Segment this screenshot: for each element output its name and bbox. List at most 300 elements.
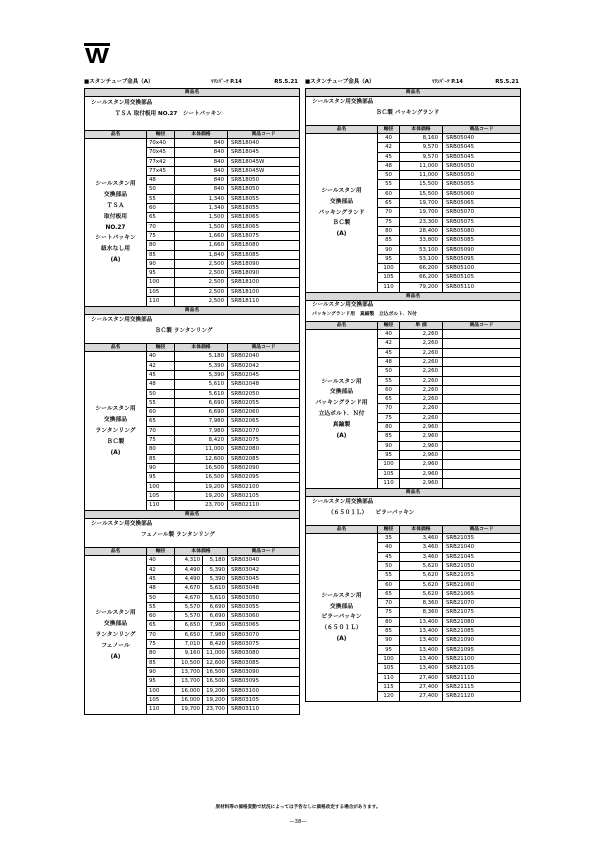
product-code-cell: SRB18055 xyxy=(231,205,260,212)
price-cell: 2,260 xyxy=(400,395,443,403)
section-description xyxy=(85,97,299,131)
price-cell: 23,700 xyxy=(175,501,228,510)
product-code-cell: SRB03075 xyxy=(231,641,260,648)
price-cell: 7,980 xyxy=(203,621,228,629)
desc-line: シールスタン用交換部品 xyxy=(312,99,374,105)
product-code-cell: SRB21035 xyxy=(446,535,475,542)
table-row xyxy=(378,153,520,162)
price-cell: 1,340 xyxy=(175,195,228,203)
shaft-size-cell: 50 xyxy=(147,594,175,602)
table-row xyxy=(147,390,299,399)
col-code-header: 商品コード xyxy=(469,127,494,132)
product-code-cell: SRB03055 xyxy=(231,603,260,610)
product-code-cell xyxy=(443,339,520,347)
product-label-line: シールスタン用 xyxy=(95,610,136,617)
price-cell: 15,500 xyxy=(400,190,443,198)
product-code-cell: SRB18055 xyxy=(231,195,260,202)
product-code-cell: SRB03040 xyxy=(231,557,260,564)
table-row xyxy=(378,162,520,171)
col-label-header: 品名 xyxy=(306,322,378,329)
old-price-cell: 5,570 xyxy=(175,603,203,611)
table-row xyxy=(378,404,520,413)
product-code-cell xyxy=(443,367,520,375)
product-code-cell: SRB03080 xyxy=(231,650,260,657)
shaft-size-cell: 45 xyxy=(378,553,400,561)
table-row xyxy=(378,395,520,404)
product-code-cell: SRB02050 xyxy=(231,390,260,397)
table-row xyxy=(147,260,299,269)
product-code-cell xyxy=(443,451,520,459)
price-cell: 5,620 xyxy=(400,590,443,598)
price-cell: 3,460 xyxy=(400,553,443,561)
price-cell: 19,200 xyxy=(203,696,228,704)
product-code-cell xyxy=(443,423,520,431)
col-unit-header: 単 価 xyxy=(400,322,443,329)
shaft-size-cell: 80 xyxy=(378,227,400,235)
shaft-size-cell: 50 xyxy=(378,171,400,179)
price-cell: 6,690 xyxy=(175,399,228,407)
col-price-header: 本体価格 xyxy=(400,526,443,533)
product-code-cell: SRB02045 xyxy=(231,371,260,378)
table-row xyxy=(147,241,299,250)
shaft-size-cell: 90 xyxy=(147,668,175,676)
shaft-size-cell: 55 xyxy=(378,571,400,579)
product-code-cell: SRB21115 xyxy=(446,683,475,690)
product-code-cell: SRB05105 xyxy=(446,274,475,281)
shaft-size-cell: 40 xyxy=(378,134,400,142)
product-code-cell: SRB05080 xyxy=(446,227,475,234)
price-cell: 1,660 xyxy=(175,232,228,240)
shaft-size-cell: 105 xyxy=(378,470,400,478)
col-price-header: 本体価格 xyxy=(400,126,443,133)
product-label-line: NO.27 xyxy=(105,224,126,231)
table-row xyxy=(147,427,299,436)
shaft-size-cell: 70 xyxy=(147,427,175,435)
table-row xyxy=(147,566,299,575)
table-row xyxy=(378,581,520,590)
product-label-line: (A) xyxy=(336,231,347,238)
shaft-size-cell: 70 xyxy=(147,223,175,231)
product-code-cell: SRB05065 xyxy=(446,200,475,207)
col-code-header: 商品コード xyxy=(251,549,276,555)
table-row xyxy=(378,618,520,627)
product-label-line: 交換部品 xyxy=(329,389,354,396)
product-code-cell: SRB05050 xyxy=(446,172,475,179)
shaft-size-cell: 100 xyxy=(147,278,175,286)
old-price-cell: 4,310 xyxy=(175,556,203,564)
price-cell: 11,000 xyxy=(400,171,443,179)
shaft-size-cell: 45 xyxy=(147,371,175,379)
price-cell: 33,800 xyxy=(400,236,443,244)
table-row xyxy=(378,180,520,189)
shaft-size-cell: 50 xyxy=(147,390,175,398)
price-cell: 3,460 xyxy=(400,534,443,542)
shaft-size-cell: 75 xyxy=(378,414,400,422)
desc-line: シールスタン用交換部品 xyxy=(312,499,374,506)
product-code-cell: SRB05055 xyxy=(446,181,475,188)
table-row xyxy=(378,451,520,460)
table-row xyxy=(378,143,520,152)
price-table xyxy=(306,534,520,702)
product-label-line: シールスタン用 xyxy=(321,592,362,599)
price-cell: 5,180 xyxy=(203,556,228,564)
table-row xyxy=(147,445,299,454)
product-code-cell xyxy=(443,358,520,366)
table-row xyxy=(378,208,520,217)
table-row xyxy=(378,377,520,386)
price-cell: 2,960 xyxy=(400,470,443,478)
product-code-cell: SRB21065 xyxy=(446,590,475,597)
shaft-size-cell: 35 xyxy=(378,534,400,542)
table-row xyxy=(378,432,520,441)
price-cell: 2,960 xyxy=(400,460,443,468)
price-cell: 11,000 xyxy=(203,649,228,657)
table-row xyxy=(378,608,520,617)
product-code-cell: SRB21050 xyxy=(446,562,475,569)
col-size-header: 軸径 xyxy=(147,548,175,555)
shaft-size-cell: 90 xyxy=(147,464,175,472)
table-row xyxy=(147,417,299,426)
product-code-cell: SRB18100 xyxy=(231,288,260,295)
section-description xyxy=(85,519,299,548)
table-row xyxy=(378,190,520,199)
price-cell: 8,360 xyxy=(400,608,443,616)
table-row xyxy=(147,483,299,492)
product-code-cell: SRB21120 xyxy=(446,693,475,700)
price-cell: 2,960 xyxy=(400,442,443,450)
shaft-size-cell: 90 xyxy=(378,442,400,450)
shaft-size-cell: 95 xyxy=(378,255,400,263)
table-row xyxy=(378,255,520,264)
table-row xyxy=(378,683,520,692)
product-label-line: 交換部品 xyxy=(103,192,128,199)
old-price-cell: 4,490 xyxy=(175,575,203,583)
price-cell: 15,500 xyxy=(400,180,443,188)
product-code-cell: SRB05045 xyxy=(446,144,475,151)
price-cell: 11,000 xyxy=(175,445,228,453)
table-row xyxy=(378,470,520,479)
product-code-cell: SRB18080 xyxy=(231,242,260,249)
product-label-line: シールスタン用 xyxy=(95,406,136,413)
product-code-cell: SRB03060 xyxy=(231,613,260,620)
shaft-size-cell: 70 xyxy=(378,599,400,607)
table-rows xyxy=(378,534,520,701)
shaft-size-cell: 90 xyxy=(147,260,175,268)
shaft-size-cell: 70 xyxy=(378,404,400,412)
desc-line: ＢＣ製 パッキングランド xyxy=(376,110,440,116)
shaft-size-cell: 65 xyxy=(147,621,175,629)
shaft-size-cell: 70x40 xyxy=(147,139,175,147)
desc-line: シールスタン用交換部品 xyxy=(91,100,153,106)
col-size-header: 軸径 xyxy=(378,126,400,133)
table-row xyxy=(378,414,520,423)
old-price-cell: 5,570 xyxy=(175,612,203,620)
product-label-line: 交換部品 xyxy=(329,603,354,610)
table-row xyxy=(147,408,299,417)
table-row xyxy=(378,218,520,227)
price-cell: 12,600 xyxy=(203,659,228,667)
col-label-header: 品名 xyxy=(85,344,147,351)
column-header-band xyxy=(85,131,299,139)
product-code-cell: SRB02042 xyxy=(231,362,260,369)
price-cell: 9,570 xyxy=(400,153,443,161)
price-cell: 2,960 xyxy=(400,479,443,488)
col-label-header: 品名 xyxy=(306,126,378,133)
price-cell: 8,160 xyxy=(400,134,443,142)
shaft-size-cell: 60 xyxy=(147,204,175,212)
shaft-size-cell: 45 xyxy=(147,575,175,583)
old-price-cell: 4,490 xyxy=(175,566,203,574)
product-name-band: 商品名 xyxy=(85,307,299,315)
product-code-cell: SRB02110 xyxy=(231,502,260,509)
price-cell: 28,400 xyxy=(400,227,443,235)
price-cell: 19,700 xyxy=(400,199,443,207)
product-code-cell xyxy=(443,460,520,468)
company-logo xyxy=(84,43,110,64)
col-code-header: 商品コード xyxy=(251,345,276,351)
product-label-line: フェノール xyxy=(101,642,130,649)
table-row xyxy=(147,473,299,482)
shaft-size-cell: 50 xyxy=(147,185,175,193)
price-cell: 23,300 xyxy=(400,218,443,226)
price-cell: 2,960 xyxy=(400,432,443,440)
section-description xyxy=(306,497,520,526)
price-table xyxy=(85,556,299,715)
shaft-size-cell: 40 xyxy=(147,352,175,360)
product-label-line: シートパッキン xyxy=(95,235,136,242)
table-row xyxy=(378,627,520,636)
price-cell: 13,400 xyxy=(400,627,443,635)
shaft-size-cell: 85 xyxy=(147,659,175,667)
price-cell: 840 xyxy=(175,148,228,156)
header-title: ■スタンチューブ金具（A） xyxy=(84,79,154,85)
product-code-cell: SRB21060 xyxy=(446,581,475,588)
product-code-cell xyxy=(443,404,520,412)
table-row xyxy=(147,251,299,260)
table-row xyxy=(378,692,520,701)
price-cell: 1,660 xyxy=(175,241,228,249)
page-number: —38— xyxy=(289,819,307,825)
product-code-cell: SRB21070 xyxy=(446,600,475,607)
price-cell: 5,610 xyxy=(175,380,228,388)
shaft-size-cell: 85 xyxy=(378,627,400,635)
old-price-cell: 13,700 xyxy=(175,668,203,676)
table-row xyxy=(147,269,299,278)
price-cell: 1,500 xyxy=(175,213,228,221)
product-code-cell: SRB03110 xyxy=(231,706,260,713)
table-row xyxy=(147,631,299,640)
product-label-line: 紐水なし用 xyxy=(101,246,130,253)
price-cell: 11,000 xyxy=(400,162,443,170)
price-cell: 2,260 xyxy=(400,367,443,375)
shaft-size-cell: 80 xyxy=(147,649,175,657)
table-row xyxy=(378,273,520,282)
table-row xyxy=(147,399,299,408)
shaft-size-cell: 55 xyxy=(147,399,175,407)
price-cell: 1,340 xyxy=(175,204,228,212)
product-label xyxy=(85,139,147,306)
old-price-cell: 4,670 xyxy=(175,594,203,602)
price-cell: 19,200 xyxy=(203,687,228,695)
price-table xyxy=(85,352,299,511)
product-code-cell: SRB03090 xyxy=(231,668,260,675)
product-code-cell xyxy=(443,395,520,403)
table-row xyxy=(147,213,299,222)
shaft-size-cell: 55 xyxy=(147,603,175,611)
product-label-line: シールスタン用 xyxy=(321,188,362,195)
table-row xyxy=(147,556,299,565)
table-row xyxy=(378,367,520,376)
section-description xyxy=(306,97,520,126)
shaft-size-cell: 105 xyxy=(378,273,400,281)
col-size-header: 軸径 xyxy=(147,344,175,351)
product-code-cell: SRB03065 xyxy=(231,622,260,629)
old-price-cell: 4,670 xyxy=(175,584,203,592)
table-row xyxy=(147,464,299,473)
table-row xyxy=(378,460,520,469)
product-code-cell: SRB02105 xyxy=(231,492,260,499)
desc-line: シールスタン用交換部品 xyxy=(91,317,153,324)
price-cell: 2,500 xyxy=(175,260,228,268)
price-cell: 16,500 xyxy=(175,464,228,472)
product-label xyxy=(85,556,147,714)
table-row xyxy=(147,696,299,705)
shaft-size-cell: 65 xyxy=(147,417,175,425)
price-cell: 840 xyxy=(175,139,228,147)
table-row xyxy=(378,534,520,543)
shaft-size-cell: 50 xyxy=(378,367,400,375)
price-cell: 2,500 xyxy=(175,269,228,277)
shaft-size-cell: 110 xyxy=(378,479,400,488)
shaft-size-cell: 80 xyxy=(147,445,175,453)
col-price-header: 本体価格 xyxy=(175,344,228,351)
price-cell: 79,200 xyxy=(400,283,443,292)
column-header-band xyxy=(306,322,520,330)
column-header-band xyxy=(306,526,520,534)
price-cell: 16,500 xyxy=(203,677,228,685)
table-row xyxy=(147,455,299,464)
table-row xyxy=(147,668,299,677)
product-code-cell: SRB18110 xyxy=(231,298,260,305)
product-code-cell: SRB18045 xyxy=(231,149,260,156)
price-cell: 2,500 xyxy=(175,278,228,286)
shaft-size-cell: 100 xyxy=(378,655,400,663)
price-cell: 840 xyxy=(175,167,228,175)
product-code-cell: SRB21090 xyxy=(446,637,475,644)
table-row xyxy=(147,621,299,630)
shaft-size-cell: 75 xyxy=(378,218,400,226)
product-code-cell: SRB21055 xyxy=(446,572,475,579)
col-code-header: 商品コード xyxy=(469,527,494,533)
header-ref: ﾏﾘﾝﾊﾟｰﾂ P.14 xyxy=(211,79,242,85)
price-cell: 2,260 xyxy=(400,349,443,357)
shaft-size-cell: 48 xyxy=(378,358,400,366)
price-cell: 5,390 xyxy=(175,371,228,379)
price-cell: 27,400 xyxy=(400,692,443,701)
product-label-line: (A) xyxy=(336,635,347,642)
col-price-header: 本体価格 xyxy=(175,548,228,555)
product-code-cell xyxy=(443,442,520,450)
table-row xyxy=(147,297,299,306)
table-row xyxy=(147,167,299,176)
price-cell: 840 xyxy=(175,158,228,166)
table-row xyxy=(147,232,299,241)
table-row xyxy=(147,659,299,668)
product-code-cell: SRB05070 xyxy=(446,209,475,216)
shaft-size-cell: 60 xyxy=(378,581,400,589)
price-cell: 1,500 xyxy=(175,223,228,231)
product-label-line: 交換部品 xyxy=(103,621,128,628)
shaft-size-cell: 100 xyxy=(147,483,175,491)
price-table xyxy=(85,139,299,307)
table-row xyxy=(147,371,299,380)
shaft-size-cell: 45 xyxy=(378,153,400,161)
product-code-cell: SRB05085 xyxy=(446,237,475,244)
old-price-cell: 19,700 xyxy=(175,705,203,714)
product-code-cell: SRB21080 xyxy=(446,618,475,625)
table-row xyxy=(147,362,299,371)
price-cell: 5,610 xyxy=(203,584,228,592)
shaft-size-cell: 110 xyxy=(378,674,400,682)
shaft-size-cell: 110 xyxy=(147,297,175,306)
table-row xyxy=(147,352,299,361)
table-row xyxy=(378,571,520,580)
shaft-size-cell: 42 xyxy=(378,143,400,151)
product-label-line: ピラーパッキン xyxy=(321,614,362,621)
price-cell: 2,260 xyxy=(400,386,443,394)
table-row xyxy=(147,687,299,696)
price-cell: 13,400 xyxy=(400,636,443,644)
table-row xyxy=(147,185,299,194)
price-cell: 8,420 xyxy=(203,640,228,648)
section-description xyxy=(85,315,299,344)
product-code-cell: SRB21075 xyxy=(446,609,475,616)
shaft-size-cell: 75 xyxy=(378,608,400,616)
price-cell: 19,700 xyxy=(400,208,443,216)
product-code-cell xyxy=(443,432,520,440)
product-code-cell: SRB18045W xyxy=(231,158,265,165)
product-code-cell: SRB02065 xyxy=(231,418,260,425)
shaft-size-cell: 105 xyxy=(147,492,175,500)
col-label-header: 品名 xyxy=(85,548,147,555)
table-row xyxy=(147,603,299,612)
old-price-cell: 7,010 xyxy=(175,640,203,648)
shaft-size-cell: 105 xyxy=(147,696,175,704)
shaft-size-cell: 48 xyxy=(147,380,175,388)
product-code-cell: SRB02085 xyxy=(231,455,260,462)
shaft-size-cell: 110 xyxy=(147,705,175,714)
old-price-cell: 9,160 xyxy=(175,649,203,657)
price-cell: 840 xyxy=(175,176,228,184)
old-price-cell: 16,000 xyxy=(175,696,203,704)
shaft-size-cell: 85 xyxy=(147,251,175,259)
shaft-size-cell: 70 xyxy=(147,631,175,639)
table-rows xyxy=(378,134,520,292)
table-row xyxy=(147,380,299,389)
right-column xyxy=(305,79,521,702)
shaft-size-cell: 65 xyxy=(147,213,175,221)
table-row xyxy=(147,176,299,185)
old-price-cell: 6,650 xyxy=(175,631,203,639)
table-row xyxy=(378,590,520,599)
col-price-header: 本体価格 xyxy=(175,131,228,138)
header-title: ■スタンチューブ金具（A） xyxy=(305,79,375,85)
shaft-size-cell: 70 xyxy=(378,208,400,216)
price-cell: 53,100 xyxy=(400,246,443,254)
product-code-cell: SRB18075 xyxy=(231,232,260,239)
table-row xyxy=(147,204,299,213)
shaft-size-cell: 100 xyxy=(378,264,400,272)
